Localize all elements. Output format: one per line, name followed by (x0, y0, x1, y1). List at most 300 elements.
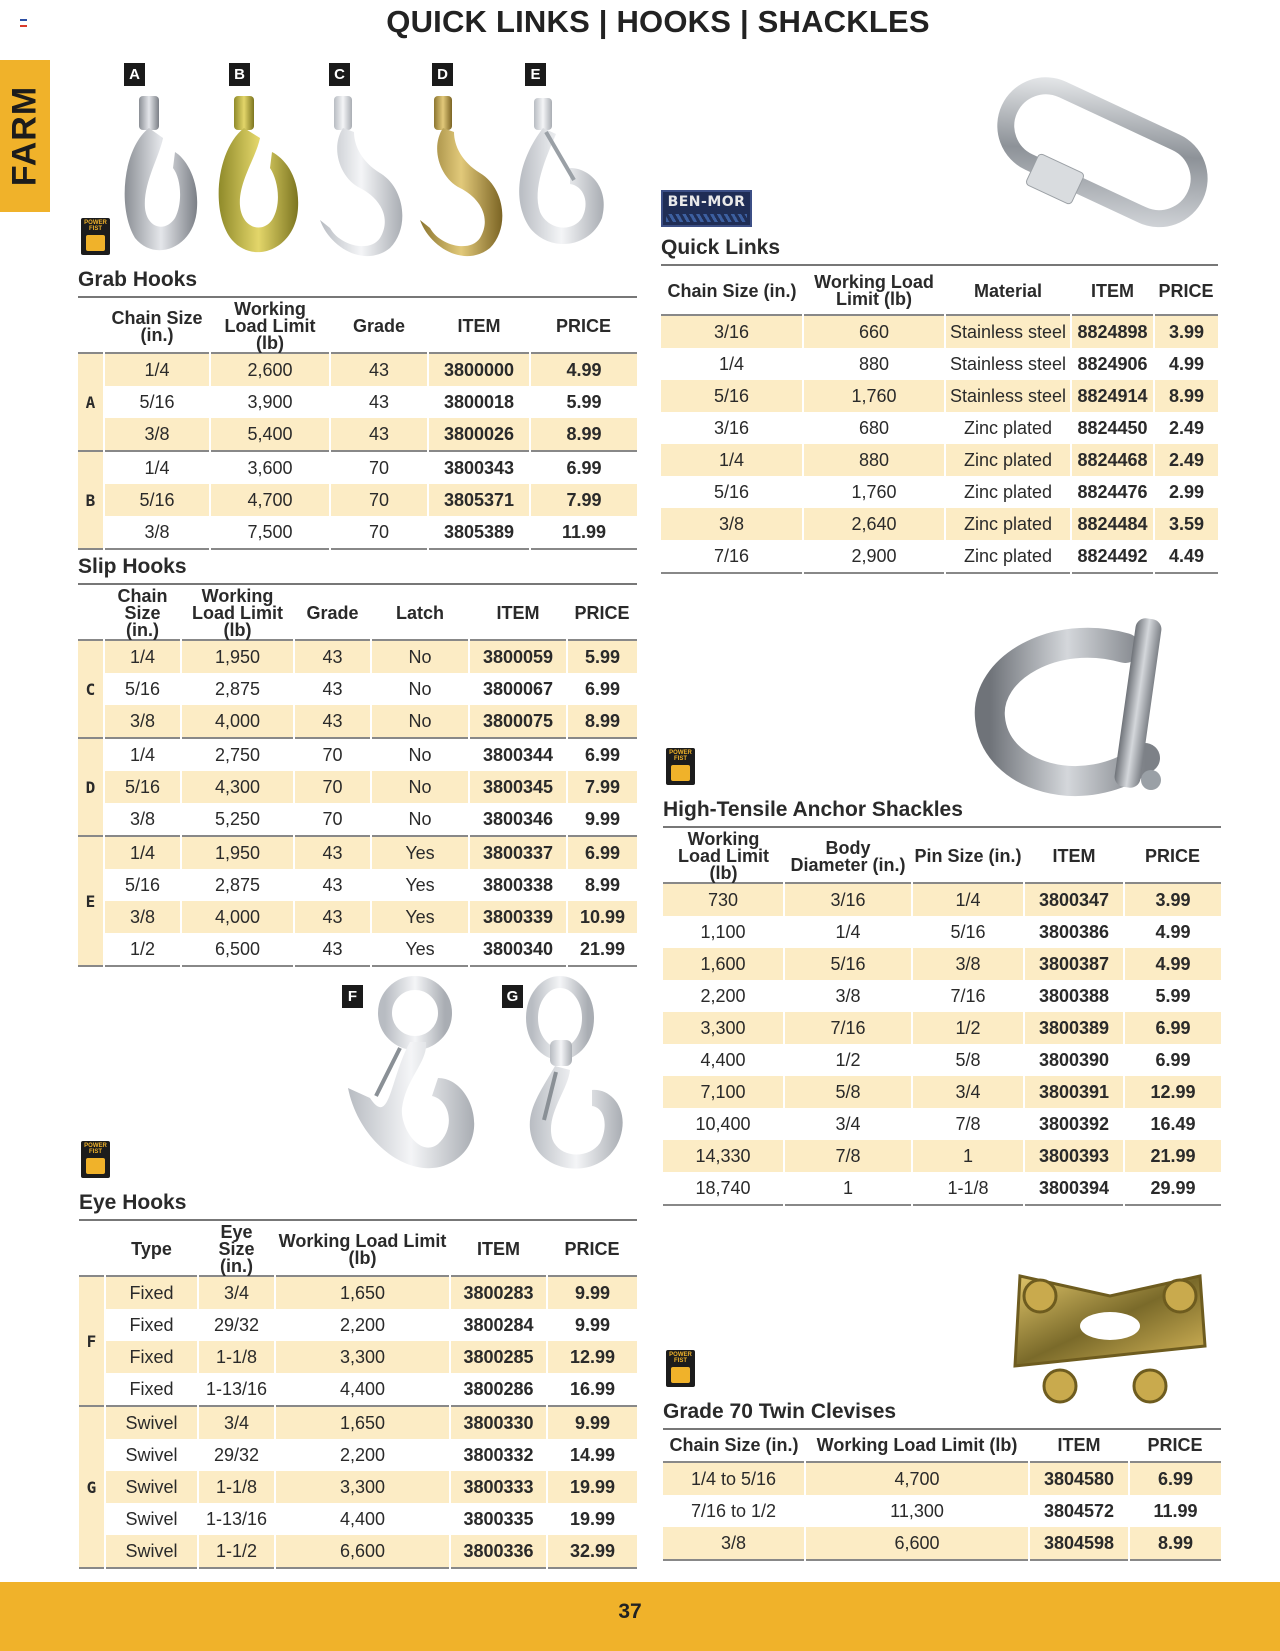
table-cell: 3800059 (469, 640, 567, 673)
table-row (663, 1495, 1221, 1527)
col-header: PRICE (1147, 1435, 1203, 1455)
table-row (78, 673, 637, 705)
table-cell: 3800393 (1024, 1140, 1124, 1172)
table-cell: 3/8 (661, 508, 803, 540)
table-cell: 43 (294, 869, 371, 901)
quick-links-title: Quick Links (661, 236, 781, 259)
table-cell: 4,400 (663, 1044, 784, 1076)
table-row (663, 980, 1221, 1012)
table-cell: Fixed (105, 1341, 198, 1373)
table-cell: 3.99 (1154, 315, 1218, 348)
image-label: D (432, 63, 453, 86)
table-cell: 3/16 (784, 883, 912, 916)
col-header: ITEM (1091, 280, 1134, 301)
table-cell: 8824476 (1071, 476, 1154, 508)
table-row (661, 476, 1218, 508)
table-cell: 1/4 (661, 348, 803, 380)
grab-hooks-photo (115, 88, 635, 258)
table-cell: 3800000 (428, 353, 530, 386)
table-cell: 3800387 (1024, 948, 1124, 980)
table-cell: 3800285 (450, 1341, 547, 1373)
table-cell: No (371, 738, 469, 771)
table-cell: 5/16 (661, 476, 803, 508)
table-cell: 3800067 (469, 673, 567, 705)
table-cell: 3800392 (1024, 1108, 1124, 1140)
table-cell: Zinc plated (945, 476, 1071, 508)
table-cell: 6.99 (1124, 1012, 1221, 1044)
table-cell: Fixed (105, 1373, 198, 1406)
table-cell: 3800394 (1024, 1172, 1124, 1205)
hook-b-icon (219, 96, 299, 252)
table-cell: 5/16 (104, 673, 181, 705)
col-header: PRICE (1158, 280, 1214, 301)
table-row (661, 380, 1218, 412)
table-cell: 3/8 (104, 516, 210, 549)
table-cell: No (371, 673, 469, 705)
table-row (79, 1406, 637, 1439)
col-header: PRICE (1144, 846, 1200, 866)
table-cell: 9.99 (547, 1309, 637, 1341)
table-row (661, 348, 1218, 380)
table-cell: 1/4 (104, 353, 210, 386)
table-cell: 3/8 (663, 1527, 805, 1560)
table-cell: 4.99 (1124, 916, 1221, 948)
col-header: Chain Size (in.) (117, 586, 168, 640)
table-cell: 1,100 (663, 916, 784, 948)
twin-clevis-photo (1000, 1236, 1225, 1416)
table-cell: 3800347 (1024, 883, 1124, 916)
table-row (79, 1341, 637, 1373)
table-cell: 3805371 (428, 484, 530, 516)
col-header: Grade (306, 603, 359, 623)
table-cell: 4,300 (181, 771, 294, 803)
table-cell: 3800284 (450, 1309, 547, 1341)
table-cell: 7.99 (530, 484, 637, 516)
table-cell: 6,600 (275, 1535, 450, 1568)
group-label: A (78, 353, 104, 451)
table-cell: 6.99 (1129, 1462, 1221, 1495)
table-cell: 43 (330, 418, 428, 451)
table-cell: 7/16 (784, 1012, 912, 1044)
table-cell: 3/8 (104, 803, 181, 836)
table-row (663, 1462, 1221, 1495)
table-cell: 70 (330, 516, 428, 549)
table-row (663, 1012, 1221, 1044)
table-cell: No (371, 771, 469, 803)
table-cell: 5.99 (567, 640, 637, 673)
col-header: Working Load Limit (lb) (816, 1435, 1018, 1455)
table-cell: 3/4 (198, 1276, 275, 1309)
table-cell: 4,700 (805, 1462, 1029, 1495)
hook-d-icon (420, 96, 502, 256)
table-cell: 9.99 (567, 803, 637, 836)
table-cell: 1,760 (803, 476, 945, 508)
hook-a-icon (125, 96, 198, 250)
table-row (78, 901, 637, 933)
table-cell: 3/8 (784, 980, 912, 1012)
table-cell: 1/4 (104, 640, 181, 673)
table-cell: 3800018 (428, 386, 530, 418)
table-cell: 43 (294, 640, 371, 673)
table-cell: 8.99 (530, 418, 637, 451)
table-cell: 1-1/8 (198, 1471, 275, 1503)
table-cell: 6.99 (1124, 1044, 1221, 1076)
table-row (79, 1535, 637, 1568)
table-cell: 19.99 (547, 1503, 637, 1535)
table-cell: 5/16 (912, 916, 1024, 948)
table-cell: 5/16 (104, 484, 210, 516)
table-cell: 4,000 (181, 901, 294, 933)
table-cell: 18,740 (663, 1172, 784, 1205)
slip-hooks-title: Slip Hooks (78, 555, 187, 578)
table-cell: 1,950 (181, 836, 294, 869)
table-cell: 3800345 (469, 771, 567, 803)
col-header: Material (973, 280, 1043, 301)
table-cell: 70 (294, 803, 371, 836)
table-row (661, 315, 1218, 348)
table-cell: 16.49 (1124, 1108, 1221, 1140)
eye-hook-swivel-icon (530, 982, 623, 1169)
table-cell: Swivel (105, 1535, 198, 1568)
table-cell: 3804598 (1029, 1527, 1129, 1560)
table-cell: 21.99 (567, 933, 637, 966)
slip-hooks-table (78, 588, 637, 967)
table-cell: No (371, 803, 469, 836)
ben-mor-logo: BEN-MOR (661, 190, 752, 227)
table-cell: 1/2 (912, 1012, 1024, 1044)
group-label: E (78, 836, 104, 966)
table-row (78, 771, 637, 803)
table-cell: 7/16 to 1/2 (663, 1495, 805, 1527)
table-cell: 4.49 (1154, 540, 1218, 573)
divider (663, 826, 1221, 828)
table-cell: 3800335 (450, 1503, 547, 1535)
table-cell: 3800339 (469, 901, 567, 933)
table-cell: 3,300 (275, 1471, 450, 1503)
table-cell: 32.99 (547, 1535, 637, 1568)
table-cell: Swivel (105, 1503, 198, 1535)
table-cell: 3800389 (1024, 1012, 1124, 1044)
quick-links-table (661, 268, 1218, 574)
table-cell: 3800388 (1024, 980, 1124, 1012)
table-cell: 3800386 (1024, 916, 1124, 948)
table-cell: No (371, 705, 469, 738)
table-cell: 4,400 (275, 1373, 450, 1406)
table-cell: Yes (371, 901, 469, 933)
table-cell: 5/8 (912, 1044, 1024, 1076)
table-cell: 2,200 (275, 1439, 450, 1471)
table-cell: 8824492 (1071, 540, 1154, 573)
table-cell: 3,600 (210, 451, 330, 484)
twin-clevises-table (663, 1430, 1221, 1561)
table-cell: 2,750 (181, 738, 294, 771)
table-row (663, 948, 1221, 980)
table-cell: 3800075 (469, 705, 567, 738)
table-cell: 8824898 (1071, 315, 1154, 348)
divider (78, 583, 637, 585)
table-cell: 1-13/16 (198, 1503, 275, 1535)
table-cell: 4.99 (1154, 348, 1218, 380)
table-cell: 3/4 (784, 1108, 912, 1140)
table-row (78, 803, 637, 836)
table-row (78, 933, 637, 966)
table-cell: 21.99 (1124, 1140, 1221, 1172)
table-cell: 1/4 (912, 883, 1024, 916)
col-header: PRICE (574, 603, 630, 623)
table-cell: 1/4 (104, 836, 181, 869)
table-cell: 14.99 (547, 1439, 637, 1471)
table-cell: Swivel (105, 1471, 198, 1503)
col-header: Working Load Limit (lb) (814, 272, 934, 309)
table-cell: 2.49 (1154, 412, 1218, 444)
table-cell: 70 (294, 738, 371, 771)
table-cell: Zinc plated (945, 508, 1071, 540)
table-row (78, 451, 637, 484)
table-row (663, 1527, 1221, 1560)
table-cell: 3800286 (450, 1373, 547, 1406)
table-cell: 8824450 (1071, 412, 1154, 444)
table-cell: 3800026 (428, 418, 530, 451)
table-cell: 43 (294, 901, 371, 933)
table-cell: 1 (912, 1140, 1024, 1172)
table-cell: 730 (663, 883, 784, 916)
table-row (79, 1276, 637, 1309)
table-cell: Swivel (105, 1406, 198, 1439)
table-cell: 7/8 (784, 1140, 912, 1172)
table-cell: 3800283 (450, 1276, 547, 1309)
table-cell: 5,400 (210, 418, 330, 451)
table-cell: 3800340 (469, 933, 567, 966)
table-cell: 3.59 (1154, 508, 1218, 540)
power-fist-logo: POWER FIST (81, 218, 110, 255)
table-cell: 3.99 (1124, 883, 1221, 916)
table-cell: 1/4 (661, 444, 803, 476)
table-cell: 11,300 (805, 1495, 1029, 1527)
table-cell: 1/4 (104, 451, 210, 484)
table-cell: 6,600 (805, 1527, 1029, 1560)
table-cell: 19.99 (547, 1471, 637, 1503)
col-header: Chain Size (in.) (669, 1435, 799, 1455)
table-cell: Yes (371, 836, 469, 869)
table-cell: 2.99 (1154, 476, 1218, 508)
table-row (663, 1076, 1221, 1108)
table-cell: 880 (803, 444, 945, 476)
table-cell: 3/16 (661, 412, 803, 444)
table-row (78, 353, 637, 386)
col-header: Working Load Limit (lb) (192, 586, 283, 640)
table-cell: 70 (294, 771, 371, 803)
table-row (79, 1439, 637, 1471)
table-cell: 2.49 (1154, 444, 1218, 476)
section-tab (0, 60, 50, 212)
page-title: QUICK LINKS | HOOKS | SHACKLES (386, 4, 930, 39)
table-cell: 29/32 (198, 1439, 275, 1471)
image-label: C (329, 63, 350, 86)
table-cell: 11.99 (1129, 1495, 1221, 1527)
table-cell: 6.99 (567, 836, 637, 869)
page-number: 37 (618, 1600, 642, 1623)
divider (78, 296, 637, 298)
image-label: F (342, 985, 363, 1008)
table-cell: 70 (330, 484, 428, 516)
table-cell: 3800336 (450, 1535, 547, 1568)
group-label: C (78, 640, 104, 738)
image-label: E (525, 63, 546, 86)
table-cell: 3800330 (450, 1406, 547, 1439)
table-cell: 3/8 (104, 705, 181, 738)
table-cell: 5,250 (181, 803, 294, 836)
table-cell: 3804580 (1029, 1462, 1129, 1495)
table-cell: 8824468 (1071, 444, 1154, 476)
image-label: G (502, 985, 523, 1008)
table-cell: 3,300 (663, 1012, 784, 1044)
col-header: Chain Size (in.) (111, 307, 203, 345)
table-row (78, 640, 637, 673)
table-cell: 1,650 (275, 1406, 450, 1439)
table-row (78, 738, 637, 771)
eye-hooks-photo (340, 978, 640, 1198)
table-cell: 7/16 (661, 540, 803, 573)
col-header: Working Load Limit (lb) (224, 299, 316, 353)
table-cell: 3800390 (1024, 1044, 1124, 1076)
col-header: Pin Size (in.) (914, 846, 1022, 866)
table-cell: 9.99 (547, 1406, 637, 1439)
table-cell: 3800344 (469, 738, 567, 771)
table-row (661, 540, 1218, 573)
table-cell: 11.99 (530, 516, 637, 549)
table-row (663, 916, 1221, 948)
col-header: Type (131, 1239, 172, 1259)
table-cell: 2,875 (181, 869, 294, 901)
table-cell: 1/4 (104, 738, 181, 771)
table-cell: 8.99 (567, 705, 637, 738)
col-header: ITEM (1057, 1435, 1101, 1455)
table-cell: 16.99 (547, 1373, 637, 1406)
table-row (79, 1471, 637, 1503)
table-row (79, 1309, 637, 1341)
table-cell: 3800346 (469, 803, 567, 836)
table-cell: 5.99 (530, 386, 637, 418)
table-cell: 5/16 (784, 948, 912, 980)
table-cell: 3800333 (450, 1471, 547, 1503)
table-row (663, 883, 1221, 916)
eye-hook-fixed-icon (348, 983, 474, 1168)
table-cell: 14,330 (663, 1140, 784, 1172)
table-row (661, 444, 1218, 476)
power-fist-logo: POWER FIST (666, 1350, 695, 1387)
divider (79, 1219, 637, 1221)
table-cell: 2,600 (210, 353, 330, 386)
section-tab-label: FARM (5, 85, 44, 187)
table-cell: 1,950 (181, 640, 294, 673)
table-cell: 5/16 (104, 386, 210, 418)
table-cell: 3800338 (469, 869, 567, 901)
table-cell: 1,600 (663, 948, 784, 980)
table-cell: 5.99 (1124, 980, 1221, 1012)
hook-c-icon (320, 96, 402, 256)
table-cell: Yes (371, 933, 469, 966)
table-cell: 4.99 (530, 353, 637, 386)
table-cell: 1/4 (784, 916, 912, 948)
anchor-shackles-title: High-Tensile Anchor Shackles (663, 798, 963, 821)
table-cell: 6.99 (567, 738, 637, 771)
table-cell: 3805389 (428, 516, 530, 549)
table-cell: 4,700 (210, 484, 330, 516)
eye-hooks-table (79, 1224, 637, 1569)
table-cell: 1-1/8 (912, 1172, 1024, 1205)
group-label: G (79, 1406, 105, 1568)
table-cell: 3/16 (661, 315, 803, 348)
table-cell: 3800332 (450, 1439, 547, 1471)
table-cell: 3/8 (104, 418, 210, 451)
table-cell: 2,900 (803, 540, 945, 573)
table-cell: Stainless steel (945, 348, 1071, 380)
col-header: ITEM (457, 316, 501, 336)
table-cell: 8824906 (1071, 348, 1154, 380)
table-cell: 3800391 (1024, 1076, 1124, 1108)
table-row (79, 1503, 637, 1535)
table-cell: 5/16 (104, 869, 181, 901)
table-row (663, 1044, 1221, 1076)
table-cell: 2,200 (275, 1309, 450, 1341)
table-row (661, 412, 1218, 444)
table-row (78, 484, 637, 516)
col-header: PRICE (555, 316, 611, 336)
table-cell: 10.99 (567, 901, 637, 933)
table-cell: Stainless steel (945, 315, 1071, 348)
col-header: Grade (352, 316, 406, 336)
table-cell: 10,400 (663, 1108, 784, 1140)
col-header: Body Diameter (in.) (790, 837, 906, 875)
image-label: A (124, 63, 145, 86)
table-cell: 1-1/8 (198, 1341, 275, 1373)
table-cell: 7/16 (912, 980, 1024, 1012)
col-header: Working Load Limit (lb) (278, 1230, 447, 1268)
grab-hooks-table (78, 301, 637, 550)
image-label: B (229, 63, 250, 86)
table-cell: 1,760 (803, 380, 945, 412)
table-cell: 1,650 (275, 1276, 450, 1309)
table-cell: 4,400 (275, 1503, 450, 1535)
table-cell: 1 (784, 1172, 912, 1205)
eye-hooks-title: Eye Hooks (79, 1191, 187, 1214)
table-row (661, 508, 1218, 540)
table-cell: 6.99 (567, 673, 637, 705)
table-cell: 1/2 (104, 933, 181, 966)
table-row (663, 1108, 1221, 1140)
table-cell: 1/2 (784, 1044, 912, 1076)
table-cell: 43 (294, 705, 371, 738)
table-cell: Zinc plated (945, 412, 1071, 444)
table-cell: 8824484 (1071, 508, 1154, 540)
table-cell: Fixed (105, 1276, 198, 1309)
group-label: B (78, 451, 104, 549)
table-cell: 7,100 (663, 1076, 784, 1108)
table-row (78, 516, 637, 549)
table-row (79, 1373, 637, 1406)
hook-e-icon (519, 98, 604, 244)
group-label: F (79, 1276, 105, 1406)
table-cell: 3/4 (912, 1076, 1024, 1108)
table-row (78, 418, 637, 451)
quick-link-photo (990, 82, 1220, 252)
table-cell: 7/8 (912, 1108, 1024, 1140)
table-row (78, 836, 637, 869)
table-cell: 6,500 (181, 933, 294, 966)
table-cell: 3/8 (104, 901, 181, 933)
divider (661, 264, 1218, 266)
table-cell: 8824914 (1071, 380, 1154, 412)
